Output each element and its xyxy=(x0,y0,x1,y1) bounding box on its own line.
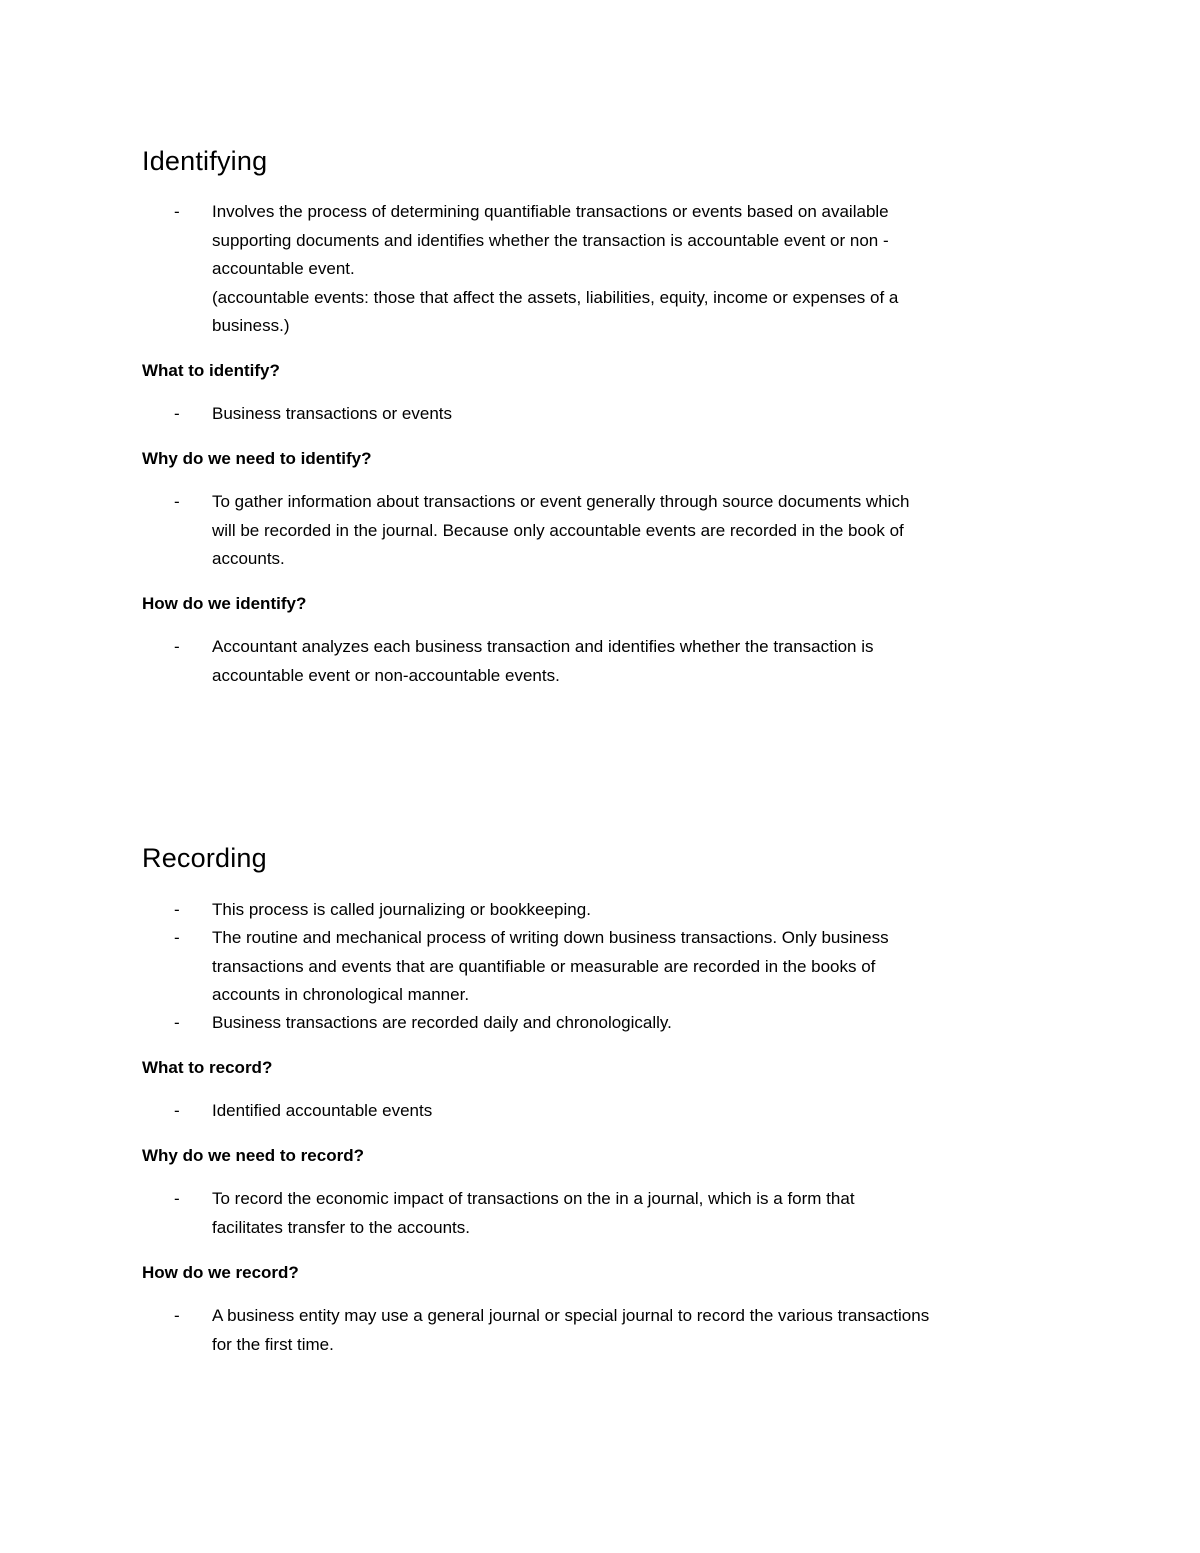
question-heading: What to record? xyxy=(142,1058,273,1077)
bullet-text xyxy=(212,1185,1052,1242)
text-line: Identified accountable events xyxy=(212,1101,433,1120)
text-line: accountable event or non-accountable events. xyxy=(212,665,560,685)
question-heading: Why do we need to record? xyxy=(142,1146,364,1165)
question-heading: How do we record? xyxy=(142,1263,299,1282)
text-line: (accountable events: those that affect the assets, liabilities, equity, income or expenses of a xyxy=(212,287,899,307)
recording-q2 xyxy=(142,1144,1062,1168)
bullet-text xyxy=(212,488,1052,574)
recording-bullet-2 xyxy=(142,924,1052,1010)
identifying-intro-bullet xyxy=(142,198,1052,341)
bullet-text xyxy=(212,896,1052,925)
bullet-text xyxy=(212,924,1052,1010)
recording-bullet-3 xyxy=(142,1009,1052,1038)
question-heading: Why do we need to identify? xyxy=(142,449,372,468)
bullet-text xyxy=(212,1097,1052,1126)
identifying-a1-bullet xyxy=(142,400,1052,429)
bullet-dash: - xyxy=(174,928,180,947)
text-line: This process is called journalizing or bookkeeping. xyxy=(212,900,591,919)
identifying-q3 xyxy=(142,592,1062,616)
text-line: will be recorded in the journal. Because only accountable events are recorded in the book of xyxy=(212,520,904,540)
text-line: facilitates transfer to the accounts. xyxy=(212,1217,470,1237)
section-identifying-title xyxy=(142,145,1062,177)
recording-bullet-1 xyxy=(142,896,1052,925)
section-title: Identifying xyxy=(142,146,268,176)
section-title: Recording xyxy=(142,843,267,873)
text-line: accountable event. xyxy=(212,259,355,278)
recording-a1-bullet xyxy=(142,1097,1052,1126)
bullet-dash: - xyxy=(174,202,180,221)
bullet-dash: - xyxy=(174,637,180,656)
text-line: for the first time. xyxy=(212,1334,334,1354)
bullet-dash: - xyxy=(174,1101,180,1120)
bullet-dash: - xyxy=(174,1013,180,1032)
identifying-q1 xyxy=(142,359,1062,383)
bullet-dash: - xyxy=(174,1306,180,1325)
text-line: A business entity may use a general journal or special journal to record the various transactions xyxy=(212,1306,930,1325)
text-line: Business transactions or events xyxy=(212,404,453,423)
identifying-a2-bullet xyxy=(142,488,1052,574)
bullet-dash: - xyxy=(174,900,180,919)
text-line: To record the economic impact of transactions on the in a journal, which is a form that xyxy=(212,1189,855,1208)
text-line: Accountant analyzes each business transaction and identifies whether the transaction is xyxy=(212,637,874,656)
text-line: Involves the process of determining quantifiable transactions or events based on available xyxy=(212,202,889,221)
question-heading: How do we identify? xyxy=(142,594,307,613)
text-line: business.) xyxy=(212,316,290,335)
identifying-q2 xyxy=(142,447,1062,471)
recording-a3-bullet xyxy=(142,1302,1052,1359)
text-line: To gather information about transactions or event generally through source documents which xyxy=(212,492,910,511)
recording-a2-bullet xyxy=(142,1185,1052,1242)
text-line: supporting documents and identifies whether the transaction is accountable event or non - xyxy=(212,230,889,250)
section-recording-title xyxy=(142,842,1062,874)
bullet-dash: - xyxy=(174,492,180,511)
text-line: The routine and mechanical process of writing down business transactions. Only business xyxy=(212,928,889,947)
text-line: Business transactions are recorded daily and chronologically. xyxy=(212,1013,672,1032)
bullet-dash: - xyxy=(174,1189,180,1208)
text-line: accounts. xyxy=(212,549,285,568)
bullet-text xyxy=(212,633,1052,690)
recording-q1 xyxy=(142,1056,1062,1080)
question-heading: What to identify? xyxy=(142,361,280,380)
bullet-dash: - xyxy=(174,404,180,423)
bullet-text xyxy=(212,400,1052,429)
bullet-text xyxy=(212,198,1052,341)
bullet-text xyxy=(212,1009,1052,1038)
text-line: transactions and events that are quantifiable or measurable are recorded in the books of xyxy=(212,956,876,976)
bullet-text xyxy=(212,1302,1052,1359)
text-line: accounts in chronological manner. xyxy=(212,985,470,1004)
identifying-a3-bullet xyxy=(142,633,1052,690)
recording-q3 xyxy=(142,1261,1062,1285)
